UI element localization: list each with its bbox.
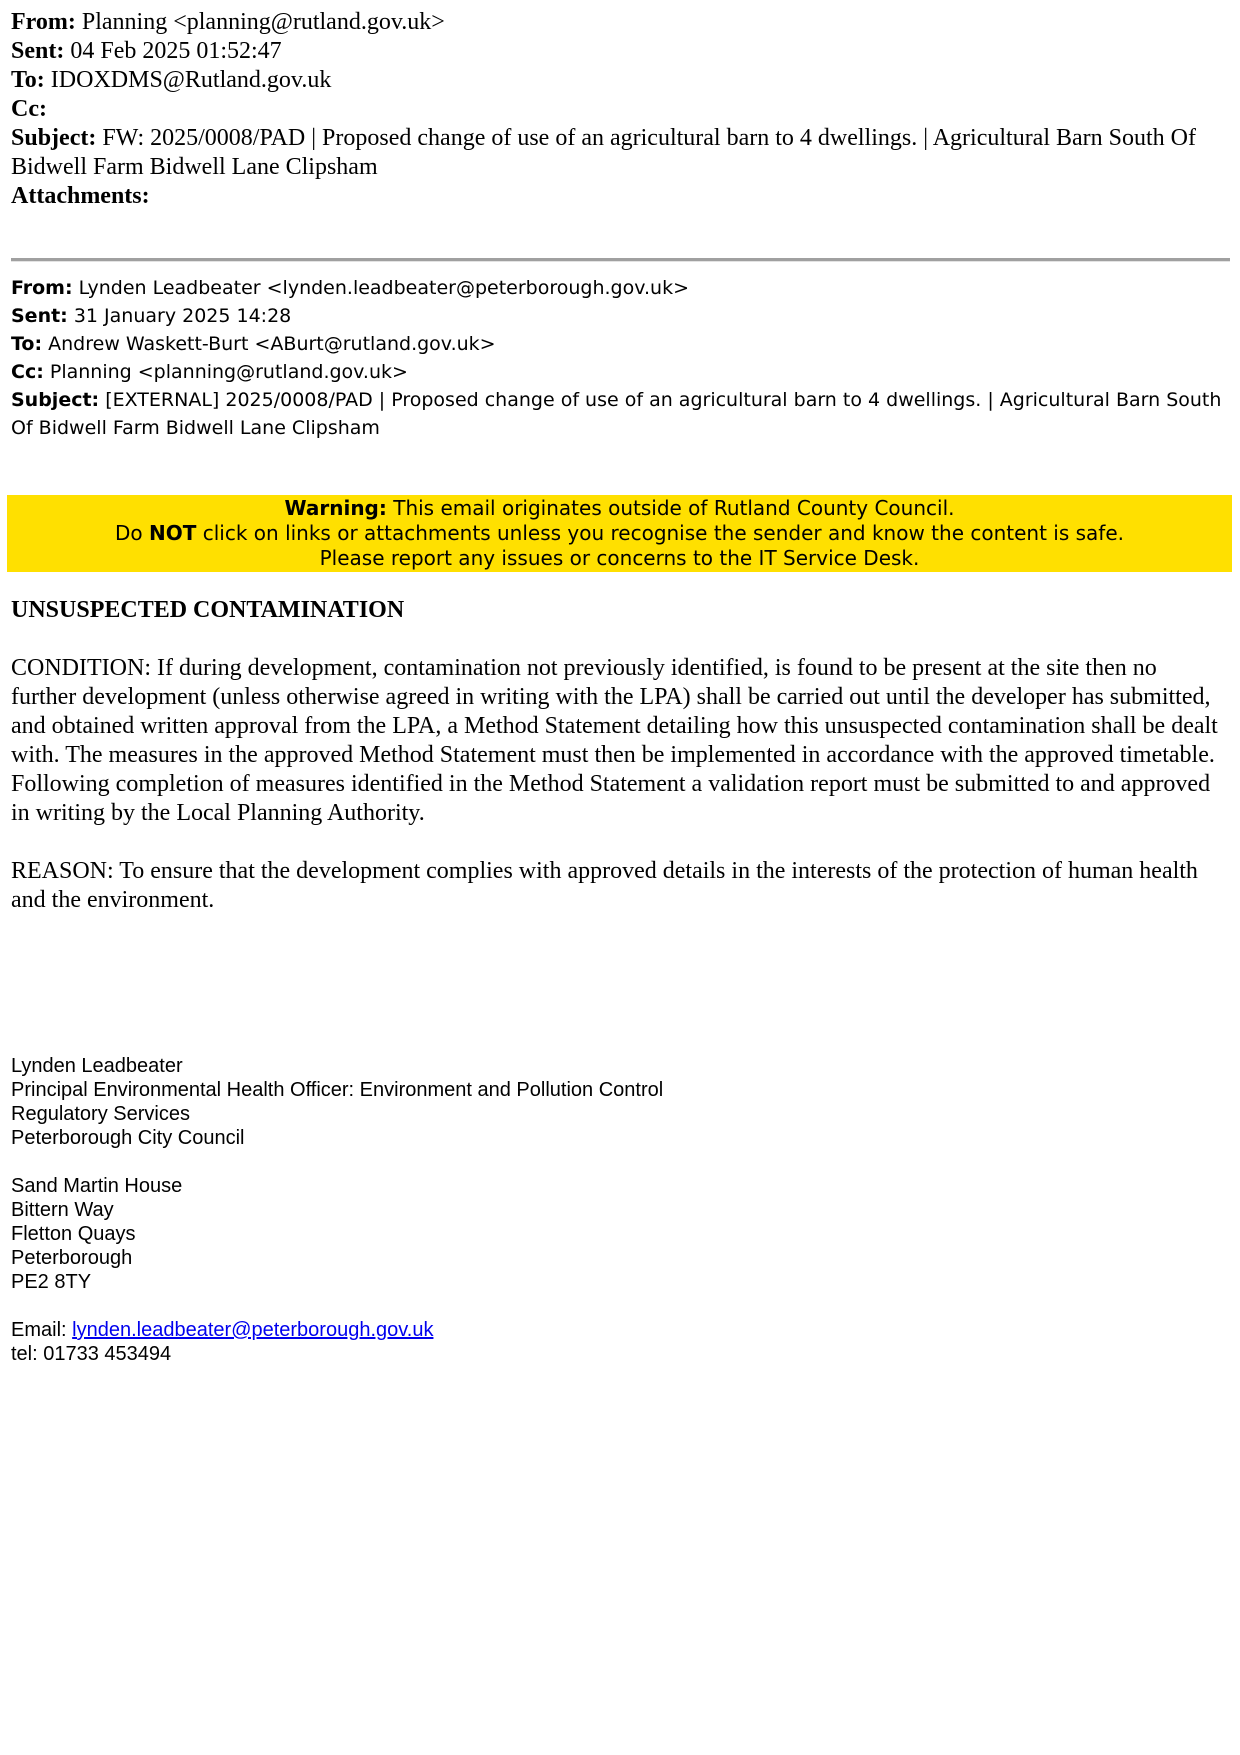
warning-line-2 [7, 521, 1232, 546]
forwarded-to-row [11, 330, 1226, 358]
signature-email-label: Email: [11, 1319, 67, 1341]
outer-from-label: From: [11, 9, 76, 35]
outer-to-row [11, 66, 1226, 95]
warning-line-2-bold: NOT [149, 521, 197, 545]
warning-line-3: Please report any issues or concerns to the IT Service Desk. [319, 546, 920, 570]
signature-tel: tel: 01733 453494 [11, 1343, 172, 1365]
outer-sent-label: Sent: [11, 38, 65, 64]
warning-line-2-pre: Do [115, 521, 143, 545]
outer-subject-value: FW: 2025/0008/PAD | Proposed change of use of an agricultural barn to 4 dwellings. | Agricultural Barn South Of Bidwell Farm Bidwell Lane Clipsham [11, 125, 1196, 180]
outer-subject-row [11, 124, 1226, 182]
warning-label: Warning: [284, 496, 387, 520]
header-divider [11, 258, 1230, 262]
signature-address-line: Fletton Quays [11, 1223, 136, 1245]
outer-sent-value: 04 Feb 2025 01:52:47 [70, 38, 282, 64]
forwarded-sent-label: Sent: [11, 305, 68, 327]
forwarded-from-value: Lynden Leadbeater <lynden.leadbeater@peterborough.gov.uk> [78, 277, 690, 299]
signature-address-line: Bittern Way [11, 1199, 114, 1221]
outer-from-row [11, 8, 1226, 37]
signature-organisation: Peterborough City Council [11, 1127, 245, 1149]
forwarded-cc-row [11, 358, 1226, 386]
outer-sent-row [11, 37, 1226, 66]
warning-line-1-text: This email originates outside of Rutland County Council. [393, 496, 955, 520]
forwarded-cc-label: Cc: [11, 361, 44, 383]
forwarded-sent-value: 31 January 2025 14:28 [73, 305, 292, 327]
signature-email-link[interactable]: lynden.leadbeater@peterborough.gov.uk [72, 1319, 434, 1341]
warning-line-1 [7, 496, 1232, 521]
forwarded-cc-value: Planning <planning@rutland.gov.uk> [49, 361, 408, 383]
signature-address-line: PE2 8TY [11, 1271, 92, 1293]
signature-name: Lynden Leadbeater [11, 1055, 183, 1077]
outer-to-value: IDOXDMS@Rutland.gov.uk [50, 67, 332, 93]
signature-title: Principal Environmental Health Officer: Environment and Pollution Control [11, 1079, 664, 1101]
outer-to-label: To: [11, 67, 45, 93]
signature-spacer [11, 1150, 911, 1174]
email-body [11, 596, 1226, 944]
outer-email-header [11, 8, 1226, 211]
body-heading: UNSUSPECTED CONTAMINATION [11, 597, 405, 623]
outer-attachments-label: Attachments: [11, 183, 150, 209]
outer-cc-label: Cc: [11, 96, 47, 122]
forwarded-to-label: To: [11, 333, 43, 355]
forwarded-from-row [11, 274, 1226, 302]
forwarded-to-value: Andrew Waskett-Burt <ABurt@rutland.gov.uk> [48, 333, 496, 355]
external-warning-banner [7, 495, 1232, 572]
forwarded-from-label: From: [11, 277, 73, 299]
signature-address-line: Sand Martin House [11, 1175, 183, 1197]
condition-paragraph: CONDITION: If during development, contamination not previously identified, is found to be present at the site then no further development (unless otherwise agreed in writing with the LPA) shall be carried out until the developer has submitted, and obtained written approval from the LPA, a Method Statement detailing how this unsuspected contamination shall be dealt with. The measures in the approved Method Statement must then be implemented in accordance with the approved timetable. Following completion of measures identified in the Method Statement a validation report must be submitted to and approved in writing by the Local Planning Authority. [11, 655, 1218, 826]
signature-email-row [11, 1318, 911, 1342]
signature-address-line: Peterborough [11, 1247, 133, 1269]
forwarded-subject-label: Subject: [11, 389, 100, 411]
warning-line-2-post: click on links or attachments unless you recognise the sender and know the content is safe. [202, 521, 1124, 545]
forwarded-subject-value: [EXTERNAL] 2025/0008/PAD | Proposed change of use of an agricultural barn to 4 dwellings. | Agricultural Barn South Of Bidwell Farm Bidwell Lane Clipsham [11, 389, 1222, 439]
forwarded-sent-row [11, 302, 1226, 330]
outer-from-value: Planning <planning@rutland.gov.uk> [81, 9, 445, 35]
reason-paragraph: REASON: To ensure that the development complies with approved details in the interests of the protection of human health and the environment. [11, 858, 1198, 913]
forwarded-email-header [11, 274, 1226, 442]
outer-subject-label: Subject: [11, 125, 97, 151]
forwarded-subject-row [11, 386, 1226, 442]
signature-spacer [11, 1294, 911, 1318]
email-signature [11, 1054, 911, 1366]
outer-cc-row [11, 95, 1226, 124]
outer-attachments-row [11, 182, 1226, 211]
signature-department: Regulatory Services [11, 1103, 190, 1125]
